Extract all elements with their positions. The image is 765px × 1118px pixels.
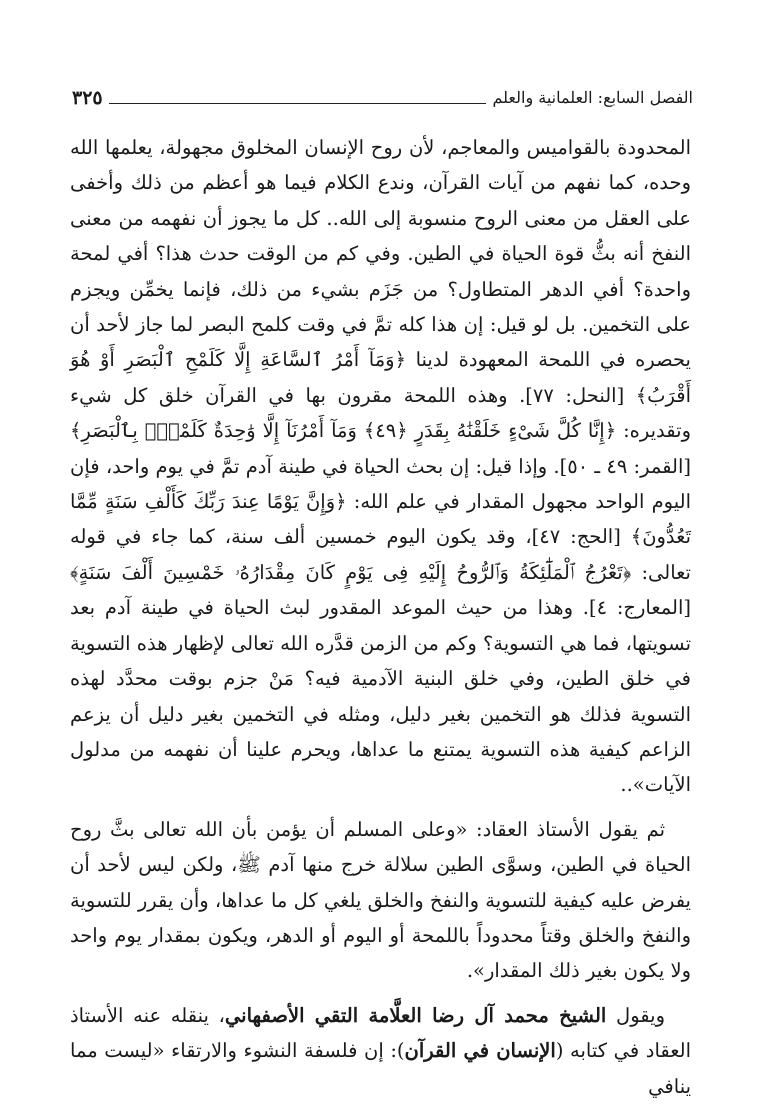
scholar-name: الشيخ محمد آل رضا العلَّامة التقي الأصفهاني — [224, 1003, 607, 1027]
paragraph-3-tail: ): إن فلسفة النشوء والارتقاء «ليست مما ينافي — [70, 1039, 691, 1098]
page-body — [70, 130, 691, 1104]
paragraph-1: المحدودة بالقواميس والمعاجم، لأن روح الإنسان المخلوق مجهولة، يعلمها الله وحده، كما نفهم من آيات القرآن، وندع الكلام فيما هو أعظم من ذلك وأخفى على العقل من معنى الروح منسوبة إلى الله.. كل ما يجوز أن نفهمه من معنى النفخ أنه بثُّ قوة الحياة في الطين. وفي كم من الوقت حدث هذا؟ أفي لمحة واحدة؟ أفي الدهر المتطاول؟ من جَزَم بشيء من ذلك، فإنما يخمِّن ويجزم على التخمين. بل لو قيل: إن هذا كله تمَّ في وقت كلمح البصر لما جاز لأحد أن يحصره في اللمحة المعهودة لدينا ﴿وَمَآ أَمْرُ ٱلسَّاعَةِ إِلَّا كَلَمْحِ ٱلْبَصَرِ أَوْ هُوَ أَقْرَبُ﴾ [النحل: ٧٧]. وهذه اللمحة مقرون بها في القرآن خلق كل شيء وتقديره: ﴿إِنَّا كُلَّ شَىْءٍ خَلَقْنَٰهُ بِقَدَرٍ ﴿٤٩﴾ وَمَآ أَمْرُنَآ إِلَّا وَٰحِدَةٌ كَلَمْحٍۭ بِٱلْبَصَرِ﴾ [القمر: ٤٩ ـ ٥٠]. وإذا قيل: إن بحث الحياة في طينة آدم تمَّ في يوم واحد، فإن اليوم الواحد مجهول المقدار في علم الله: ﴿وَإِنَّ يَوْمًا عِندَ رَبِّكَ كَأَلْفِ سَنَةٍ مِّمَّا تَعُدُّونَ﴾ [الحج: ٤٧]، وقد يكون اليوم خمسين ألف سنة، كما جاء في قوله تعالى: ﴿تَعْرُجُ ٱلْمَلَٰٓئِكَةُ وَٱلرُّوحُ إِلَيْهِ فِى يَوْمٍ كَانَ مِقْدَارُهُۥ خَمْسِينَ أَلْفَ سَنَةٍ﴾ [المعارج: ٤]. وهذا من حيث الموعد المقدور لبث الحياة في طينة آدم بعد تسويتها، فما هي التسوية؟ وكم من الزمن قدَّره الله تعالى لإظهار هذه التسوية في خلق الطين، وفي خلق البنية الآدمية فيه؟ مَنْ جزم بوقت محدَّد لهذه التسوية فذلك هو التخمين بغير دليل، ومثله في التخمين بغير دليل أن يزعم الزاعم كيفية هذه التسوية يمتنع ما عداها، ويحرم علينا أن نفهمه من مدلول الآيات».. — [70, 136, 692, 797]
paragraph-3-middle: ، ينقله عنه الأستاذ العقاد في كتابه ( — [70, 1003, 692, 1063]
paragraph-2: ثم يقول الأستاذ العقاد: «وعلى المسلم أن يؤمن بأن الله تعالى بثَّ روح الحياة في الطين، وسوَّى الطين سلالة خرج منها آدم ﷺ، ولكن ليس لأحد أن يفرض عليه كيفية للتسوية والنفخ والخلق يلغي كل ما عداها، وأن يقرر للتسوية والنفخ والخلق وقتاً محدوداً باللمحة أو اليوم أو الدهر، ويكون بمقدار يوم واحد ولا يكون بغير ذلك المقدار». — [70, 817, 691, 983]
page-number: ٣٢٥ — [72, 87, 103, 109]
paragraph-3 — [70, 998, 691, 1104]
chapter-title: الفصل السابع: العلمانية والعلم — [492, 88, 693, 107]
header-rule — [109, 103, 487, 104]
paragraph-3-lead: ويقول — [606, 1003, 665, 1027]
book-title: الإنسان في القرآن — [404, 1039, 556, 1063]
running-header — [72, 84, 693, 108]
